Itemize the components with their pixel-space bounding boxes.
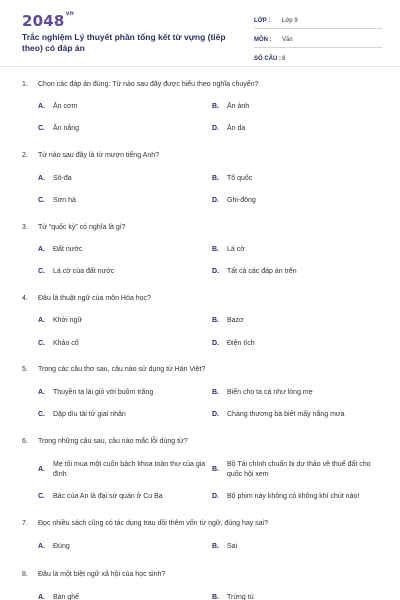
option-c[interactable]: C. Lá cờ của đất nước	[38, 268, 115, 275]
quiz-meta	[254, 14, 382, 71]
option-d[interactable]: D. Chàng thương bà biết mấy nắng mưa	[212, 411, 345, 418]
question-number: 6.	[22, 438, 28, 445]
question-text: Từ “quốc kỳ” có nghĩa là gì?	[38, 224, 126, 231]
option-b[interactable]: B. Bộ Tài chính chuẩn bị dự thảo về thuế đất cho quốc hội xem	[212, 460, 382, 480]
option-text: Đúng	[53, 543, 70, 550]
meta-row-grade	[254, 14, 382, 29]
question-number: 4.	[22, 295, 28, 302]
question-8	[22, 571, 382, 578]
option-a[interactable]: A. Đất nước	[38, 246, 83, 253]
meta-key: MÔN :	[254, 37, 272, 43]
option-c[interactable]: C. Bác của An là đại sứ quán ở Cu Ba	[38, 493, 163, 500]
logo-suffix: vn	[65, 10, 75, 17]
option-text: Khởi ngữ	[53, 317, 83, 324]
meta-value: Lớp 9	[282, 18, 298, 24]
logo-text: 2048	[22, 12, 65, 30]
option-text: Bazơ	[227, 317, 244, 324]
question-text: Đọc nhiều sách cũng có tác dụng trau dồi thêm vốn từ ngữ, đúng hay sai?	[38, 520, 269, 527]
header-divider	[0, 66, 400, 67]
question-text: Từ nào sau đây là từ mượn tiếng Anh?	[38, 152, 159, 159]
option-text: Dập dìu tài tử giai nhân	[53, 411, 126, 418]
option-a[interactable]: A. Thuyền ta lái gió với buồm trăng	[38, 389, 154, 396]
question-1	[22, 81, 382, 88]
option-text: Bác của An là đại sứ quán ở Cu Ba	[53, 493, 163, 500]
option-text: Ăn cơm	[53, 103, 78, 110]
question-text: Trong các câu thơ sau, câu nào sử dụng từ Hán Việt?	[38, 366, 206, 373]
option-text: Tất cả các đáp án trên	[227, 268, 297, 275]
option-text: Mẹ tôi mua một cuốn bách khoa toàn thư của gia đình	[53, 461, 206, 478]
question-number: 1.	[22, 81, 28, 88]
option-text: Điện tích	[227, 340, 255, 347]
page-title: Trắc nghiệm Lý thuyết phần tổng kết từ vựng (tiếp theo) có đáp án	[22, 32, 226, 53]
option-text: Biển cho ta cá như lòng mẹ	[227, 389, 313, 396]
option-text: Đất nước	[53, 246, 83, 253]
option-a[interactable]: A. Mẹ tôi mua một cuốn bách khoa toàn thư của gia đình	[38, 460, 208, 480]
question-7	[22, 520, 382, 527]
option-text: Sô-đa	[53, 175, 72, 182]
option-c[interactable]: C. Sơn hà	[38, 197, 76, 204]
meta-row-subject	[254, 33, 382, 48]
option-text: Lá cờ của đất nước	[53, 268, 115, 275]
question-2	[22, 152, 382, 159]
question-number: 3.	[22, 224, 28, 231]
option-a[interactable]: A. Ăn cơm	[38, 103, 78, 110]
option-text: Lá cờ	[227, 246, 245, 253]
meta-key: LỚP :	[254, 18, 271, 24]
question-3	[22, 224, 382, 231]
option-d[interactable]: D. Điện tích	[212, 340, 255, 347]
option-text: Bộ phim này không có không khí chút nào!	[227, 493, 360, 500]
option-text: Bộ Tài chính chuẩn bị dự thảo về thuế đất cho quốc hội xem	[227, 461, 371, 478]
question-5	[22, 366, 382, 373]
option-text: Trứng tú	[227, 594, 254, 600]
option-d[interactable]: D. Ăn da	[212, 125, 246, 132]
option-text: Ăn da	[227, 125, 246, 132]
question-number: 7.	[22, 520, 28, 527]
meta-value: Văn	[282, 37, 293, 43]
meta-row-count	[254, 52, 382, 67]
option-text: Sai	[227, 543, 238, 550]
option-text: Ăn ảnh	[227, 103, 250, 110]
option-b[interactable]: B. Bazơ	[212, 317, 244, 324]
site-logo[interactable]	[22, 12, 74, 30]
option-text: Bàn ghế	[53, 594, 80, 600]
option-b[interactable]: B. Lá cờ	[212, 246, 245, 253]
option-text: Thuyền ta lái gió với buồm trăng	[53, 389, 154, 396]
option-a[interactable]: A. Bàn ghế	[38, 594, 80, 600]
option-b[interactable]: B. Ăn ảnh	[212, 103, 250, 110]
question-4	[22, 295, 382, 302]
question-text: Đâu là thuật ngữ của môn Hóa học?	[38, 295, 151, 302]
question-text: Chọn các đáp án đúng: Từ nào sau đây được hiểu theo nghĩa chuyển?	[38, 81, 259, 88]
option-a[interactable]: A. Đúng	[38, 543, 70, 550]
option-d[interactable]: D. Bộ phim này không có không khí chút nào!	[212, 493, 360, 500]
option-text: Tổ quốc	[227, 175, 253, 182]
option-text: Sơn hà	[53, 197, 76, 204]
option-d[interactable]: D. Ghi-đông	[212, 197, 256, 204]
page-header	[0, 0, 400, 62]
option-c[interactable]: C. Dập dìu tài tử giai nhân	[38, 411, 126, 418]
question-number: 5.	[22, 366, 28, 373]
option-text: Chàng thương bà biết mấy nắng mưa	[227, 411, 345, 418]
question-6	[22, 438, 382, 445]
option-text: Ăn nắng	[53, 125, 80, 132]
option-b[interactable]: B. Biển cho ta cá như lòng mẹ	[212, 389, 313, 396]
question-number: 2.	[22, 152, 28, 159]
question-text: Trong những câu sau, câu nào mắc lỗi dùng từ?	[38, 438, 188, 445]
option-a[interactable]: A. Sô-đa	[38, 175, 72, 182]
option-b[interactable]: B. Trứng tú	[212, 594, 254, 600]
option-text: Khảo cổ	[53, 340, 79, 347]
option-a[interactable]: A. Khởi ngữ	[38, 317, 83, 324]
option-b[interactable]: B. Sai	[212, 543, 238, 550]
meta-value: 8	[282, 56, 286, 62]
option-b[interactable]: B. Tổ quốc	[212, 175, 253, 182]
option-text: Ghi-đông	[227, 197, 256, 204]
question-text: Đâu là một biệt ngữ xã hội của học sinh?	[38, 571, 166, 578]
option-d[interactable]: D. Tất cả các đáp án trên	[212, 268, 297, 275]
option-c[interactable]: C. Ăn nắng	[38, 125, 80, 132]
meta-key: SỐ CÂU :	[254, 56, 281, 62]
option-c[interactable]: C. Khảo cổ	[38, 340, 79, 347]
question-number: 8.	[22, 571, 28, 578]
